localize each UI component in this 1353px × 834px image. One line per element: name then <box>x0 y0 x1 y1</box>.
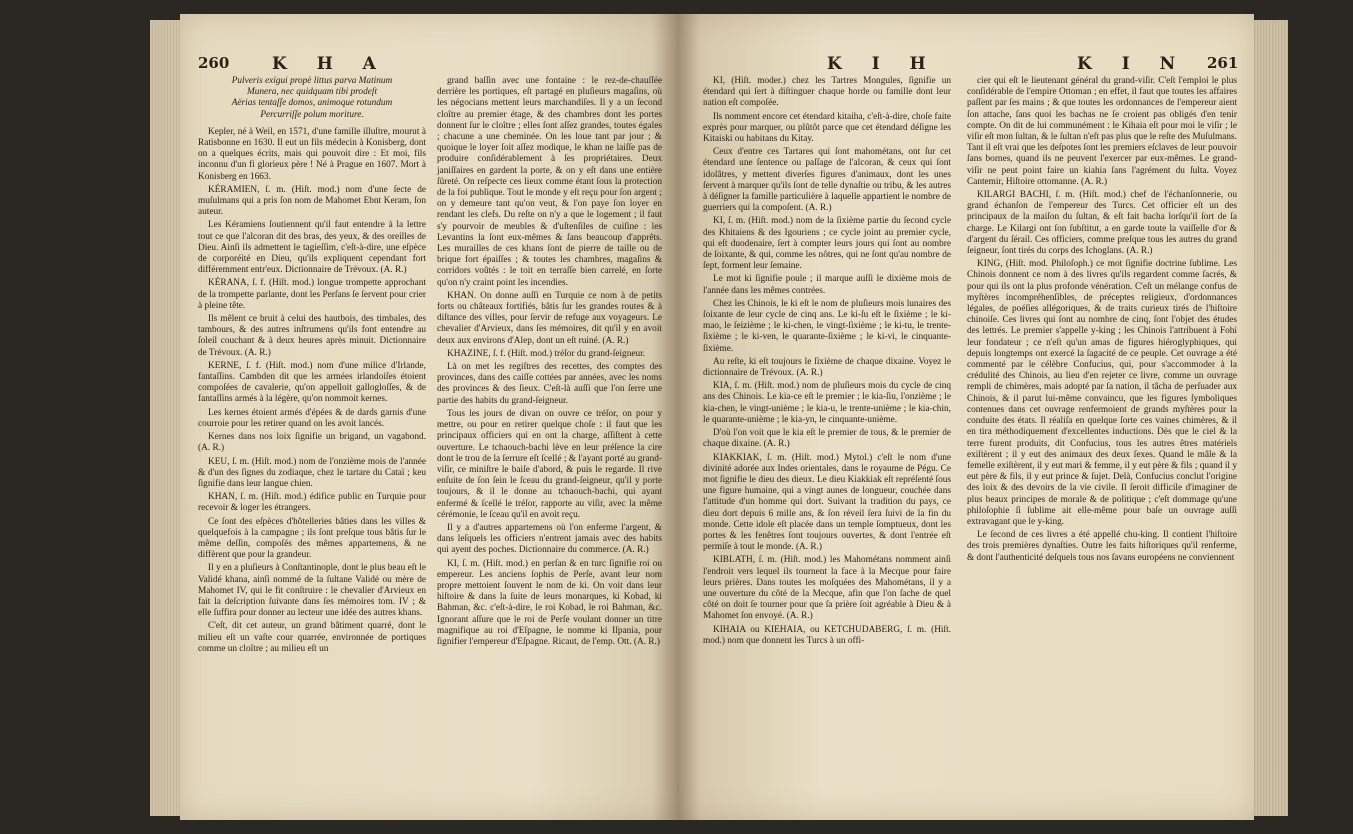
entry-kiakkiak: KIAKKIAK, ſ. m. (Hiſt. mod.) Mytol.) c'eſt le nom d'une divinité adorée aux Indes orientales, dans le royaume de Pégu. Ce mot ſignifie le dieu des dieux. Le dieu Kiakkiak eſt repréſenté ſous une figure humaine, qui a vingt aunes de longueur, couchée dans l'attitude d'un homme qui dort. Suivant la tradition du pays, ce dieu dort depuis 6 mille ans, & ſon réveil ſera ſuivi de la fin du monde. Cette idole eſt placée dans un temple ſomptueux, dont les portes & les fenêtres ſont toujours ouvertes, & dont l'entrée eſt permiſe à tout le monde. (A. R.) <box>703 452 951 553</box>
entry-kilargi-bachi: KILARGI BACHI, ſ. m. (Hiſt. mod.) chef de l'échanſonnerie, ou grand échanſon de l'empereur des Turcs. Cet officier eſt un des principaux de la maiſon du ſultan, & eſt fait bacha lorſqu'il ſort de ſa charge. Le Kilargi ont ſon ſubſtitut, a en garde toute la vaiſſelle d'or & d'argent du ſérail. Ces officiers, comme preſque tous les autres du grand ſeigneur, ſont tirés du corps des Ichoglans. (A. R.) <box>967 190 1237 257</box>
entry-kiblath: KIBLATH, ſ. m. (Hiſt. mod.) les Mahométans nomment ainſi l'endroit vers lequel ils tournent la face à la Mecque pour faire leurs prières. Dans toutes les moſquées des Mahométans, il y a une ouverture du côté de la Mecque, afin que l'on ſache de quel côté on doit ſe tourner pour que ſa prière ſoit agréable à Dieu & à Mahomet ſon envoyé. (A. R.) <box>703 555 951 622</box>
verse-line: Pulveris exigui propè littus parva Matinum <box>231 76 393 86</box>
entry-paragraph: Kepler, né à Weil, en 1571, d'une famille illuſtre, mourut à Ratisbonne en 1630. Il eut un fils médecin à Konisberg, dont on a quelques écrits, mais qui pouvoit dire : Et moi, fils inconnu d'un fi glorieux père ! Né à Prague en 1607. Mort à Konisberg en 1663. <box>198 126 426 182</box>
entry-paragraph: cier qui eſt le lieutenant général du grand-viſir. C'eſt l'emploi le plus conſidérable de l'empire Ottoman ; en effet, il faut que toutes les affaires paſſent par ſes mains ; & que toutes les ordonnances de l'empereur aient ſon attache, ſans quoi les bachas ne ſe croient pas obligés d'en tenir compte. On dit de lui communément : le Kihaia eſt pour moi le viſir ; le viſir eſt mon ſultan, & le ſultan n'eſt pas plus que le reſte des Muſulmans. Tant il eſt vrai que les deſpotes ſont les premiers eſclaves de leur pouvoir ſans bornes, quand ils ne peuvent l'exercer par eux-mêmes. Le grand-viſir ne peut point faire un kiahia ſans l'agrément du ſulta. Voyez Cantemir, Hiſtoire ottomanne. (A. R.) <box>967 76 1237 187</box>
entry-paragraph: Ceux d'entre ces Tartares qui ſont mahométans, ont ſur cet étendard une ſentence ou paſſage de l'alcoran, & ceux qui ſont idolâtres, y mettent diverſes figures d'animaux, dont les unes ſervent à marquer qu'ils ſont de telle dynaſtie ou tribu, & les autres à déſigner la famille particulière à laquelle appartient le nombre de guerriers qui la compoſent. (A. R.) <box>703 147 951 214</box>
verse-line: Munera, nec quidquam tibi prodeſt <box>246 87 378 98</box>
entry-kerne: KERNE, ſ. f. (Hiſt. mod.) nom d'une milice d'Irlande, fantaſſins. Cambden dit que les armées irlandoiſes étoient compoſées de cavalerie, qu'on appelloit gallogloſſes, & de fantaſſins armés à la légère, qu'on nommoit kernes. <box>198 360 426 405</box>
verse-quote <box>198 76 426 121</box>
entry-kerana: KÉRANA, ſ. f. (Hiſt. mod.) longue trompette approchant de la trompette parlante, dont les Perſans ſe ſervent pour crier à pleine tête. <box>198 278 426 311</box>
verse-line: Percurriſſe polum moriture. <box>260 109 364 120</box>
entry-paragraph: grand baſſin avec une fontaine : le rez-de-chauſſée derrière les portiques, eſt partagé en pluſieurs magaſins, où les négocians mettent leurs marchandiſes. Il y a un ſecond cloître au premier étage, & des chambres dont les portes donnent ſur le cloître ; elles ſont aſſez grandes, toutes égales ; chacune a une cheminée. On les loue tant par jour ; & quoique le loyer ſoit aſſez modique, le khan ne laiſſe pas de produire conſidérablement à ſes propriétaires. Deux janiſſaires en gardent la porte, & on y eſt dans une entière ſûreté. On reſpecte ces lieux comme étant ſous la protection de la foi publique. Tout le monde y eſt reçu pour ſon argent ; on y demeure tant qu'on veut, & l'on paye ſon loyer en rendant les clefs. Du reſte on n'y a que le logement ; il faut s'y pourvoir de meubles & d'uſtenſiles de cuiſine : les Levantins la ſont eux-mêmes & ſans beaucoup d'apprêts. Les murailles de ces khans ſont de pierre de taille ou de brique fort épaiſſes ; & toutes les chambres, magaſins & corridors voûtés : le toit en terraſſe bien carrelé, en ſorte qu'on n'y craint point les incendies. <box>437 76 662 288</box>
right-page-number: 261 <box>1207 54 1239 72</box>
entry-paragraph: Là on met les regiſtres des recettes, des comptes des provinces, dans des caiſſe cottées par années, avec les noms des provinces & des ſieux. C'eſt-là auſſi que l'on ſerre une partie des habits du grand-ſeigneur. <box>437 362 662 406</box>
entry-paragraph: D'où l'on voit que le kia eſt le premier de tous, & le premier de chaque dixaine. (A. R.) <box>703 428 951 450</box>
entry-paragraph: Les Kéramiens ſoutiennent qu'il faut entendre à la lettre tout ce que l'alcoran dit des bras, des yeux, & des oreilles de Dieu. Ainſi ils admettent le tagieſſim, c'eſt-à-dire, une eſpèce de corporéité en Dieu, qu'ils expliquent cependant fort différemment entr'eux. Dictionnaire de Trévoux. (A. R.) <box>198 220 426 276</box>
left-page <box>180 14 677 820</box>
entry-ki: KI, ſ. m. (Hiſt. mod.) en perſan & en turc ſignifie roi ou empereur. Les anciens ſophis de Perſe, avant leur nom propre mettoient ſouvent le nom de ki. On voit dans leur hiſtoire & dans la ſuite de leurs monarques, ki Kobad, ki Bahman, &c. c'eſt-à-dire, le roi Kobad, le roi Bahman, &c. Ignorant aſſure que le roi de Perſe voulant donner un titre magnifique au roi d'Eſpagne, le nomme ki Iſpania, pour ſignifier l'empereur d'Eſpagne. Ricaut, de l'emp. Ott. (A. R.) <box>437 558 662 647</box>
left-running-head: K H A <box>272 54 388 74</box>
entry-paragraph: Au reſte, ki eſt toujours le ſixième de chaque dixaine. Voyez le dictionnaire de Trévoux. (A. R.) <box>703 356 951 379</box>
entry-ki-cycle: KI, ſ. m. (Hiſt. mod.) nom de la ſixième partie du ſecond cycle des Khitaiens & des Igouriens ; ce cycle joint au premier cycle, qui eſt duodenaire, ſert à compter leurs jours qui ſont au nombre de ſoixante, & qui, comme les nôtres, qui ne ſont qu'au nombre de ſept, forment leur ſemaine. <box>703 216 951 272</box>
right-page-edges <box>1254 20 1288 816</box>
entry-paragraph: Tous les jours de divan on ouvre ce tréſor, on pour y mettre, ou pour en retirer quelque choſe : il faut que les principaux officiers qui en ont la charge, aſſiſtent à cette ouverture. Le tchaouch-bachi lève en leur préſence la cire dont le trou de la ſerrure eſt ſcellé ; & l'ayant porté au grand-viſir, ce miniſtre le baiſe d'abord, & puis le regarde. Il rive enſuite de ſon ſein le ſceau du grand-ſeigneur, qu'il y porte toujours, & il le donne au tchaouch-bachi, qui ayant enfermé & ſcellé le tréſor, rapporte au viſir, avec la même cérémonie, le ſceau qu'il en avoit reçu. <box>437 408 662 520</box>
right-running-head-1: K I H <box>827 54 938 74</box>
entry-keramien: KÉRAMIEN, ſ. m. (Hiſt. mod.) nom d'une ſecte de muſulmans qui a pris ſon nom de Mahomet Ebnt Keram, ſon auteur. <box>198 184 426 218</box>
entry-paragraph: Ils mêlent ce bruit à celui des hautbois, des timbales, des tambours, & des autres inſtrumens qu'ils font entendre au ſoleil couchant & à deux heures après minuit. Dictionnaire de Trévoux. (A. R.) <box>198 314 426 358</box>
entry-ki-tartar: KI, (Hiſt. moder.) chez les Tartres Mongules, ſignifie un étendard qui ſert à diſtinguer chaque horde ou famille dont leur nation eſt compoſée. <box>703 76 951 109</box>
entry-kia: KIA, ſ. m. (Hiſt. mod.) nom de pluſieurs mois du cycle de cinq ans des Chinois. Le kia-ce eſt le premier ; le kia-ſiu, l'onzième ; le kia-chen, le vingt-unième ; le kia-u, le trente-unième ; le kia-chin, le quarante-unième ; le kia-yn, le cinquante-unième. <box>703 381 951 425</box>
entry-khan-fort: KHAN. On donne auſſi en Turquie ce nom à de petits forts ou châteaux fortifiés, bâtis ſur les grandes routes & à diſtance des villes, pour ſervir de refuge aux voyageurs. Le chevalier d'Arvieux, dans ſes mémoires, dit qu'il y en avoit deux aux environs d'Alep, dont un eſt ruiné. (A. R.) <box>437 290 662 346</box>
entry-paragraph: Les kernes étoient armés d'épées & de dards garnis d'une courroie pour les retirer quand on les avoit lancés. <box>198 407 426 429</box>
entry-keu: KEU, ſ. m. (Hiſt. mod.) nom de l'onzième mois de l'année & d'un des ſignes du zodiaque, chez le tartare du Cataï ; keu ſignifie dans leur langue chien. <box>198 456 426 489</box>
entry-paragraph: Chez les Chinois, le ki eſt le nom de pluſieurs mois lunaires des ſoixante de leur cycle de cinq ans. Le ki-ſu eſt le ſixième ; le ki-mao, le ſeizième ; le ki-chen, le vingt-ſixième ; le ki-tu, le trente-ſixième ; le ki-ven, le quarante-ſixième ; le ki-vi, le cinquante-ſixième. <box>703 298 951 354</box>
entry-king: KING, (Hiſt. mod. Philoſoph.) ce mot ſignifie doctrine ſublime. Les Chinois donnent ce nom à des livres qu'ils regardent comme ſacrés, & pour qui ils ont la plus profonde vénération. C'eſt un mélange confus de myſtères incompréhenſibles, de préceptes religieux, d'ordonnances légales, de poéſies allégoriques, & de traits curieux tirés de l'hiſtoire chinoiſe. Ces livres qui ſont au nombre de cinq, ſont l'objet des études des lettrés. Le premier s'appelle y-king ; les Chinois l'attribuent à Fohi leur fondateur ; ce n'eſt qu'un amas de figures hiéroglyphiques, qui depuis longtemps ont exercé la ſagacité de ce peuple. Cet ouvrage a été commenté par le célèbre Confucius, qui, pour s'accommoder à la crédulité des Chinois, au lieu d'en rejeter ce livre, comme un ouvrage rempli de chimères, mais adopté par ſa nation, il tâcha de perſuader aux Chinois, & il parut lui-même convaincu, que les figures ſymboliques contenues dans cet ouvrage renfermoient de grands myſtères pour la conduite des états. Il réaliſa en quelque ſorte ces vaines chimères, & il en tira méthodiquement d'excellentes inductions. Dès que le ciel & la terre furent produits, dit Confucius, tous les autres êtres matériels exiſtèrent ; il y eut des animaux des deux ſexes. Quand le mâle & la femelle exiſtèrent, il y eut mari & femme, il y eut père & fils ; quand il y eut père & fils, il y eut prince & ſujet. Delà, Confucius conclut l'origine des loix & des devoirs de la vie civile. Il ſeroit difficile d'imaginer de plus beaux principes de morale & de politique ; c'eſt dommage qu'une philoſophie ſi ſublime ait elle-même pour baſe un ouvrage auſſi extravagant que le y-king. <box>967 259 1237 527</box>
right-page <box>677 14 1254 820</box>
entry-khazine: KHAZINE, ſ. f. (Hiſt. mod.) tréſor du grand-ſeigneur. <box>447 348 646 359</box>
entry-paragraph: Le mot ki ſignifie poule ; il marque auſſi le dixième mois de l'année dans les mêmes contrées. <box>703 274 951 296</box>
entry-paragraph: Ils nomment encore cet étendard kitaiha, c'eſt-à-dire, choſe faite exprès pour marquer, ou plûtôt parce que cet étendard déſigne les Kitaiski ou habitans du Kitay. <box>703 111 951 145</box>
right-running-head-2: K I N <box>1077 54 1188 74</box>
entry-kihaia: KIHAIA ou KIEHAIA, ou KETCHUDABERG, ſ. m. (Hiſt. mod.) nom que donnent les Turcs à un offi- <box>703 624 951 646</box>
verse-line: Aërias tentaſſe domos, animoque rotundum <box>231 98 393 109</box>
entry-paragraph: Il y en a pluſieurs à Conſtantinople, dont le plus beau eſt le Validé khana, ainſi nommé de la ſultane Validé ou mère de Mahomet IV, qui le fit conſtruire : le chevalier d'Arvieux en fait la deſcription ſuivante dans ſes mémoires tom. IV ; & elle ſuffira pour donner au lecteur une idée des autres khans. <box>198 563 426 619</box>
entry-paragraph: Kernes dans nos loix ſignifie un brigand, un vagabond. (A. R.) <box>198 432 426 454</box>
left-page-edges <box>150 20 180 816</box>
left-page-number: 260 <box>198 54 230 72</box>
entry-khan: KHAN, ſ. m. (Hiſt. mod.) édifice public en Turquie pour recevoir & loger les étrangers. <box>198 492 426 514</box>
left-column-1 <box>198 76 426 657</box>
entry-paragraph: C'eſt, dit cet auteur, un grand bâtiment quarré, dont le milieu eſt un vaſte cour quarrée, environnée de portiques comme un cloître ; au milieu eſt un <box>198 621 426 654</box>
entry-paragraph: Le ſecond de ces livres a été appellé chu-king. Il contient l'hiſtoire des trois premières dynaſties. Outre les faits hiſtoriques qu'il renferme, & dont l'authenticité deſquels tous nos ſavans européens ne conviennent <box>967 530 1237 563</box>
left-column-2 <box>437 76 662 650</box>
right-column-2 <box>967 76 1237 566</box>
right-column-1 <box>703 76 951 649</box>
entry-paragraph: Il y a d'autres appartemens où l'on enferme l'argent, & dans leſquels les officiers n'entrent jamais avec des habits qui ayent des poches. Dictionnaire du commerce. (A. R.) <box>437 522 662 556</box>
entry-paragraph: Ce ſont des eſpèces d'hôtelleries bâties dans les villes & quelquefois à la campagne ; ils ſont preſque tous bâtis ſur le même deſſin, compoſés des mêmes appartemens, & ne diffèrent que pour la grandeur. <box>198 516 426 561</box>
